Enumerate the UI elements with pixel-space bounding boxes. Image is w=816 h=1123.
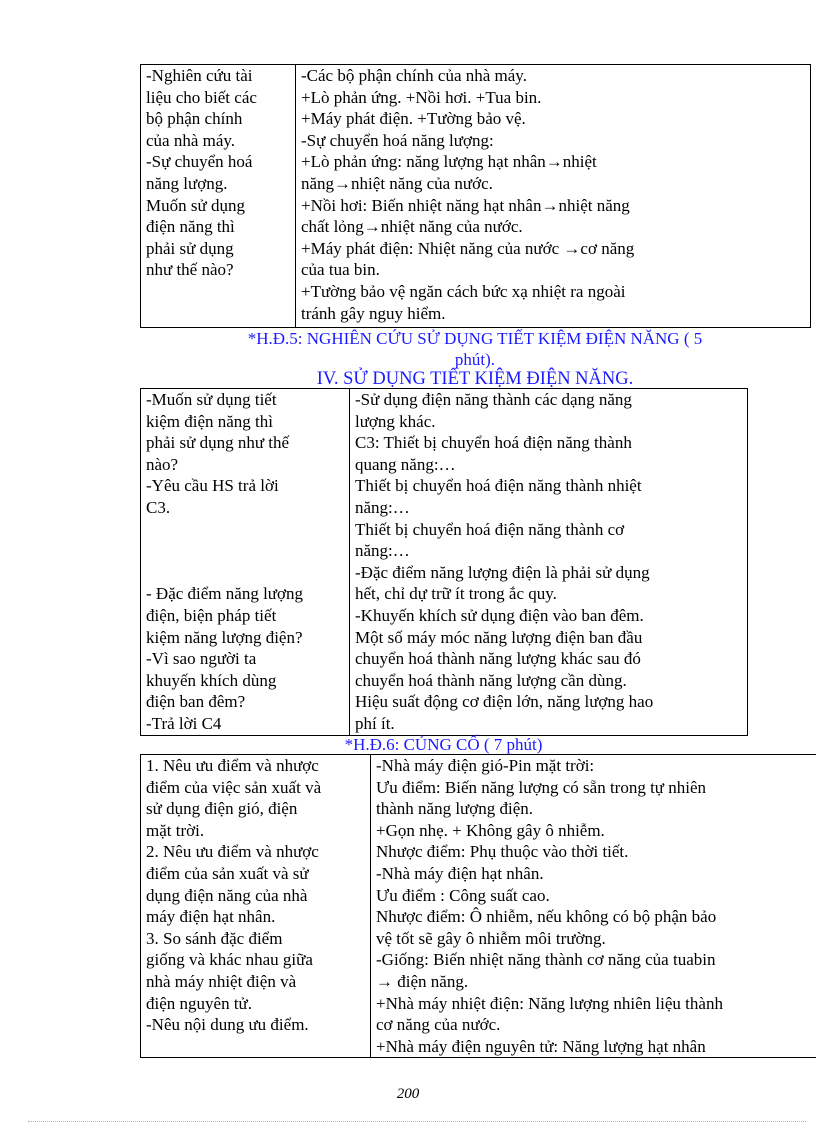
page-number: 200 [396,1086,420,1102]
text-line: -Các bộ phận chính của nhà máy. [301,66,527,85]
question-cell [141,755,371,1058]
text-line: +Lò phản ứng: năng lượng hạt nhân→nhiệt [301,152,597,172]
activity5-title [140,328,810,370]
text-line: của nhà máy. [146,130,236,150]
text-line: -Yêu cầu HS trả lời [146,476,279,496]
section1-table [140,64,811,328]
text-line: giống và khác nhau giữa [146,950,313,970]
consolidation-table [140,754,816,1058]
text-line: hết, chỉ dự trữ ít trong ắc quy. [355,584,557,604]
text-line: 2. Nêu ưu điểm và nhược [146,842,319,862]
section4-table [140,388,748,736]
text-line: -Muốn sử dụng tiết [146,390,277,409]
text-line: +Nhà máy nhiệt điện: Năng lượng nhiên liệu thành [376,993,723,1013]
text-line: phí ít. [355,713,395,733]
activity5-title-line1: *H.Đ.5: NGHIÊN CỨU SỬ DỤNG TIẾT KIỆM ĐIỆN NĂNG ( 5 [247,329,703,348]
text-line: Một số máy móc năng lượng điện ban đầu [355,627,643,647]
text-line: -Nhà máy điện gió-Pin mặt trời: [376,756,595,775]
text-line: kiệm năng lượng điện? [146,627,303,647]
text-line: - Đặc điểm năng lượng [146,584,303,604]
text-line: -Vì sao người ta [146,649,257,669]
table-row [141,389,748,736]
text-line: như thế nào? [146,260,234,280]
text-line: phải sử dụng [146,238,234,258]
question-cell [141,389,350,736]
text-line: -Sự chuyển hoá [146,152,253,172]
text-line: C3. [146,497,171,517]
text-line: -Đặc điểm năng lượng điện là phải sử dụng [355,562,650,582]
text-line: cơ năng của nước. [376,1015,501,1035]
text-line: Nhược điểm: Phụ thuộc vào thời tiết. [376,842,629,862]
text-line: → điện năng. [376,971,469,991]
text-line: quang năng:… [355,454,456,474]
text-line: -Nêu nội dung ưu điểm. [146,1015,309,1035]
text-line: điện nguyên tử. [146,993,253,1013]
text-line: -Khuyến khích sử dụng điện vào ban đêm. [355,605,644,625]
table-row [141,65,811,328]
text-line: nào? [146,454,179,474]
table-row [141,755,816,1058]
text-line: Hiệu suất động cơ điện lớn, năng lượng hao [355,692,654,712]
text-line: 1. Nêu ưu điểm và nhược [146,756,319,775]
text-line: 3. So sánh đặc điểm [146,928,283,948]
text-line: Nhược điểm: Ô nhiễm, nếu không có bộ phận bảo [376,907,717,927]
text-line: tránh gây nguy hiểm. [301,303,446,323]
text-line: -Sự chuyển hoá năng lượng: [301,130,494,150]
answer-cell [371,755,816,1058]
text-line: Ưu điểm: Biến năng lượng có sẵn trong tự nhiên [376,777,707,797]
text-line: dụng điện năng của nhà [146,885,308,905]
text-line [146,540,345,562]
text-line: điện năng thì [146,217,235,237]
text-line: +Nhà máy điện nguyên tử: Năng lượng hạt nhân [376,1036,706,1056]
text-line: năng lượng. [146,173,228,193]
text-line: liệu cho biết các [146,87,257,107]
text-line: -Giống: Biến nhiệt năng thành cơ năng của tuabin [376,950,716,970]
text-line: chuyển hoá thành năng lượng khác sau đó [355,649,641,669]
text-line: năng:… [355,497,410,517]
text-line: điện ban đêm? [146,692,246,712]
text-line: +Nồi hơi: Biến nhiệt năng hạt nhân→nhiệt năng [301,195,630,215]
activity5-title-line2: phút). [454,350,496,369]
text-line: máy điện hạt nhân. [146,907,276,927]
text-line: phải sử dụng như thế [146,433,290,453]
text-line: C3: Thiết bị chuyển hoá điện năng thành [355,433,632,453]
text-line: điểm của việc sản xuất và [146,777,322,797]
section4-heading: IV. SỬ DỤNG TIẾT KIỆM ĐIỆN NĂNG. [316,369,634,389]
text-line: sử dụng điện gió, điện [146,799,298,819]
text-line: Muốn sử dụng [146,195,245,215]
footer-divider [28,1121,806,1122]
text-line: chất lỏng→nhiệt năng của nước. [301,217,523,237]
text-line: điểm của sản xuất và sử [146,863,309,883]
activity6-title: *H.Đ.6: CỦNG CỐ ( 7 phút) [344,735,543,754]
answer-cell [296,65,811,328]
text-line: Thiết bị chuyển hoá điện năng thành cơ [355,519,625,539]
text-line: chuyển hoá thành năng lượng cần dùng. [355,670,627,690]
text-line: +Máy phát điện: Nhiệt năng của nước →cơ năng [301,238,635,258]
text-line: thành năng lượng điện. [376,799,534,819]
text-line: -Trả lời C4 [146,713,222,733]
text-line: của tua bin. [301,260,380,280]
text-line: -Sử dụng điện năng thành các dạng năng [355,390,632,409]
text-line: +Lò phản ứng. +Nồi hơi. +Tua bin. [301,87,542,107]
text-line: mặt trời. [146,820,205,840]
text-line: Thiết bị chuyển hoá điện năng thành nhiệt [355,476,642,496]
text-line [146,519,345,541]
text-line: -Nhà máy điện hạt nhân. [376,863,544,883]
answer-cell [350,389,748,736]
text-line: điện, biện pháp tiết [146,605,277,625]
text-line: lượng khác. [355,411,436,431]
text-line: -Nghiên cứu tài [146,66,253,85]
text-line: +Gọn nhẹ. + Không gây ô nhiễm. [376,820,605,840]
text-line: kiệm điện năng thì [146,411,274,431]
text-line: năng:… [355,541,410,561]
question-cell [141,65,296,328]
text-line: nhà máy nhiệt điện và [146,971,297,991]
text-line: vệ tốt sẽ gây ô nhiễm môi trường. [376,928,606,948]
text-line: +Máy phát điện. +Tường bảo vệ. [301,109,526,129]
text-line: Ưu điểm : Công suất cao. [376,885,550,905]
text-line: năng→nhiệt năng của nước. [301,173,493,193]
text-line [146,562,345,584]
text-line: +Tường bảo vệ ngăn cách bức xạ nhiệt ra ngoài [301,281,626,301]
text-line: khuyến khích dùng [146,670,277,690]
text-line: bộ phận chính [146,109,243,129]
